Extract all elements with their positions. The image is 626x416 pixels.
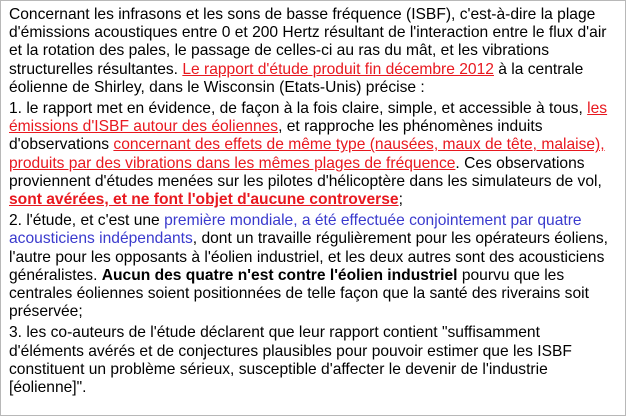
point-1-text-c: , et rapproche les phénomènes induits d'observations — [9, 118, 543, 154]
point-2 — [9, 212, 617, 321]
point-3-text: 3. les co-auteurs de l'étude déclarent que leur rapport contient "suffisamment d'éléments avérés et de conjectures plausibles pour pouvoir estimer que les ISBF constituent un problème sérieux, susceptible d'affecter le devenir de l'industrie [éolienne]". — [9, 324, 572, 397]
intro-tail: à la centrale éolienne de Shirley, dans le Wisconsin (Etats-Unis) précise : — [9, 60, 584, 96]
point-1-highlight-effects: concernant des effets de même type (nausées, maux de tête, malaise), produits par des vibrations dans les mêmes plages de fréquence — [9, 136, 605, 172]
point-3 — [9, 324, 617, 397]
point-1-text-a: 1. le rapport met en évidence, de façon à la fois claire, simple, et accessible à tous, — [9, 100, 588, 118]
point-2-text-a: 2. l'étude, et c'est une — [9, 212, 165, 230]
point-1-highlight-proven: sont avérées, et ne font l'objet d'aucune controverse — [9, 191, 399, 209]
intro-text: Concernant les infrasons et les sons de basse fréquence (ISBF), c'est-à-dire la plage d'émissions acoustiques entre 0 et 200 Hertz résultant de l'interaction entre le flux d'air et la rotation des pales, le passage de celles-ci au ras du mât, et les vibrations structurelles résultantes. — [9, 6, 607, 78]
point-1-highlight-emissions: les émissions d'ISBF autour des éoliennes — [9, 100, 608, 136]
point-2-highlight-first: première mondiale, a été effectuée conjointement par quatre acousticiens indépendants — [9, 212, 582, 248]
report-link[interactable]: Le rapport d'étude produit fin décembre 2012 — [182, 60, 494, 78]
intro-paragraph — [9, 6, 617, 97]
point-2-bold-statement: Aucun des quatre n'est contre l'éolien industriel — [101, 266, 458, 284]
point-1-text-g: ; — [398, 191, 403, 209]
point-1 — [9, 100, 617, 209]
point-2-text-e: pourvu que les centrales éoliennes soient positionnées de telle façon que la santé des riverains soit préservée; — [9, 266, 589, 321]
point-1-text-e: . Ces observations proviennent d'études menées sur les pilotes d'hélicoptère dans les simulateurs de vol, — [9, 154, 602, 190]
point-2-text-c: , dont un travaille régulièrement pour les opérateurs éoliens, l'autre pour les opposants à l'éolien industriel, et les deux autres sont des acousticiens généralistes. — [9, 230, 609, 284]
